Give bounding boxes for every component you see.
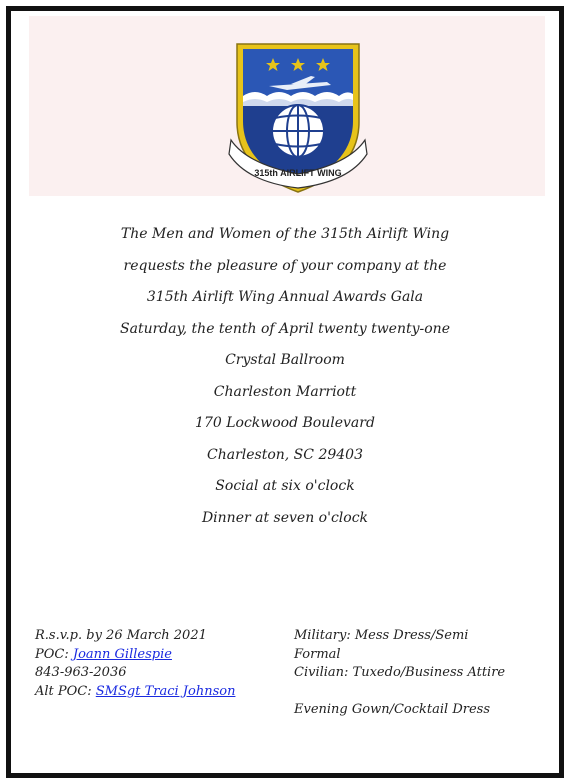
rsvp-deadline: R.s.v.p. by 26 March 2021 [35, 628, 207, 643]
rsvp-block [35, 627, 285, 701]
315th-airlift-wing-shield-emblem-icon [227, 36, 369, 196]
invitation-text [11, 219, 559, 534]
attire-evening: Evening Gown/Cocktail Dress [294, 701, 491, 717]
attire-block [294, 627, 549, 719]
poc-label: POC: [35, 646, 73, 662]
alt-poc-label: Alt POC: [35, 683, 96, 699]
invitation-card [6, 6, 564, 778]
poc-line [35, 646, 285, 665]
invitation-line: The Men and Women of the 315th Airlift Wing [120, 226, 450, 242]
invitation-line: Social at six o'clock [215, 478, 355, 494]
invitation-line: Charleston Marriott [213, 383, 357, 400]
emblem-banner-text: 315th AIRLIFT WING [254, 168, 342, 178]
invitation-line: 315th Airlift Wing Annual Awards Gala [146, 289, 424, 305]
header-band [29, 16, 545, 196]
invitation-line: Crystal Ballroom [225, 352, 345, 368]
invitation-line: requests the pleasure of your company at the [123, 257, 447, 274]
invitation-line: Saturday, the tenth of April twenty twenty-one [120, 320, 450, 337]
alt-poc-line [35, 683, 285, 702]
attire-military-cont: Formal [294, 646, 341, 662]
spacer [294, 683, 549, 701]
invitation-line: 170 Lockwood Boulevard [195, 415, 375, 431]
poc-phone: 843-963-2036 [35, 665, 127, 680]
attire-military: Military: Mess Dress/Semi [294, 628, 469, 643]
invitation-line: Charleston, SC 29403 [207, 446, 363, 463]
invitation-line: Dinner at seven o'clock [201, 509, 369, 526]
attire-civilian: Civilian: Tuxedo/Business Attire [294, 665, 506, 680]
poc-email-link[interactable]: Joann Gillespie [72, 646, 172, 662]
alt-poc-email-link[interactable]: SMSgt Traci Johnson [95, 683, 236, 699]
